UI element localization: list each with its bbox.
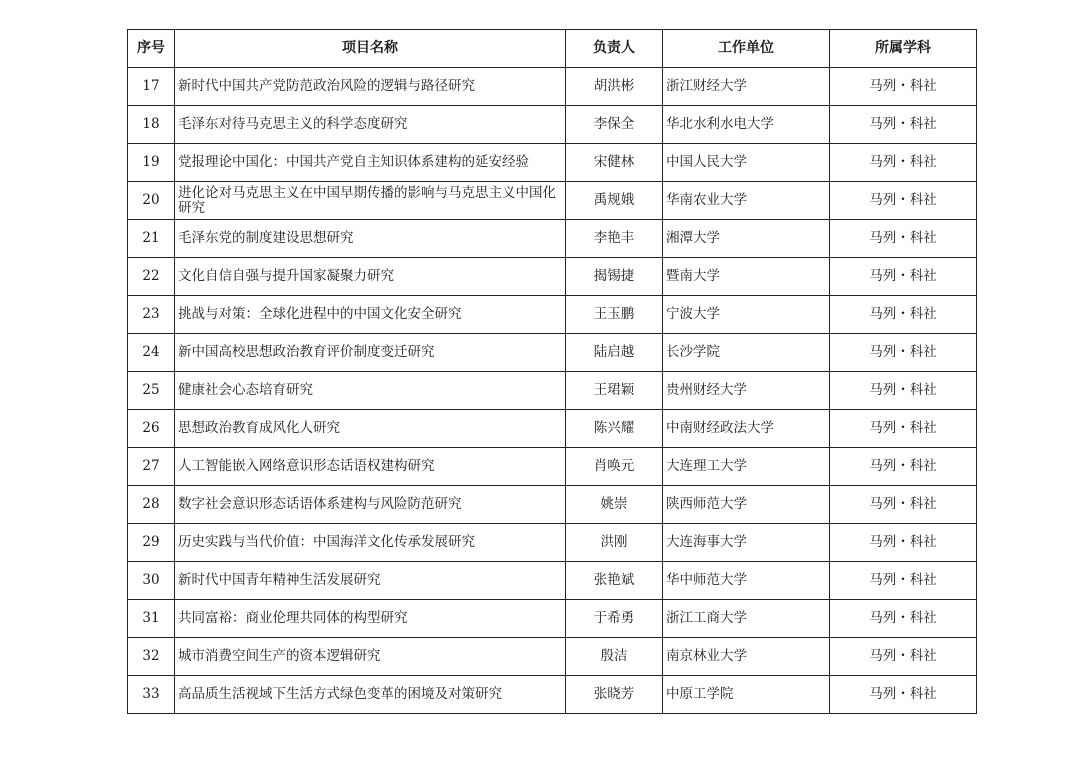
row-title: 进化论对马克思主义在中国早期传播的影响与马克思主义中国化研究 — [175, 182, 566, 220]
row-unit: 南京林业大学 — [663, 638, 830, 676]
row-person: 陈兴耀 — [566, 410, 663, 448]
row-subject: 马列・科社 — [830, 638, 977, 676]
row-unit: 浙江工商大学 — [663, 600, 830, 638]
row-unit: 大连理工大学 — [663, 448, 830, 486]
row-title: 历史实践与当代价值：中国海洋文化传承发展研究 — [175, 524, 566, 562]
row-person: 姚崇 — [566, 486, 663, 524]
table-row — [128, 220, 977, 258]
row-person: 李艳丰 — [566, 220, 663, 258]
table-row — [128, 334, 977, 372]
row-no: 25 — [128, 372, 175, 410]
row-unit: 长沙学院 — [663, 334, 830, 372]
row-person: 陆启越 — [566, 334, 663, 372]
row-person: 禹规娥 — [566, 182, 663, 220]
row-subject: 马列・科社 — [830, 486, 977, 524]
row-person: 王玉鹏 — [566, 296, 663, 334]
row-subject: 马列・科社 — [830, 258, 977, 296]
table-row — [128, 676, 977, 714]
table-row — [128, 182, 977, 220]
row-person: 揭锡捷 — [566, 258, 663, 296]
row-unit: 中南财经政法大学 — [663, 410, 830, 448]
row-subject: 马列・科社 — [830, 524, 977, 562]
header-title: 项目名称 — [175, 30, 566, 68]
table-row — [128, 638, 977, 676]
row-subject: 马列・科社 — [830, 676, 977, 714]
row-unit: 华南农业大学 — [663, 182, 830, 220]
row-unit: 暨南大学 — [663, 258, 830, 296]
row-subject: 马列・科社 — [830, 410, 977, 448]
row-person: 肖唤元 — [566, 448, 663, 486]
row-person: 于希勇 — [566, 600, 663, 638]
row-no: 31 — [128, 600, 175, 638]
row-person: 张晓芳 — [566, 676, 663, 714]
row-title: 共同富裕：商业伦理共同体的构型研究 — [175, 600, 566, 638]
row-no: 27 — [128, 448, 175, 486]
header-no: 序号 — [128, 30, 175, 68]
row-no: 26 — [128, 410, 175, 448]
row-person: 张艳斌 — [566, 562, 663, 600]
row-no: 22 — [128, 258, 175, 296]
header-unit: 工作单位 — [663, 30, 830, 68]
row-person: 李保全 — [566, 106, 663, 144]
row-title: 毛泽东党的制度建设思想研究 — [175, 220, 566, 258]
row-subject: 马列・科社 — [830, 600, 977, 638]
header-subject: 所属学科 — [830, 30, 977, 68]
row-unit: 中国人民大学 — [663, 144, 830, 182]
row-subject: 马列・科社 — [830, 106, 977, 144]
row-unit: 宁波大学 — [663, 296, 830, 334]
table-row — [128, 600, 977, 638]
row-person: 王珺颖 — [566, 372, 663, 410]
row-subject: 马列・科社 — [830, 144, 977, 182]
row-no: 29 — [128, 524, 175, 562]
row-title: 毛泽东对待马克思主义的科学态度研究 — [175, 106, 566, 144]
row-title: 高品质生活视域下生活方式绿色变革的困境及对策研究 — [175, 676, 566, 714]
row-subject: 马列・科社 — [830, 334, 977, 372]
row-no: 28 — [128, 486, 175, 524]
table-row — [128, 144, 977, 182]
row-subject: 马列・科社 — [830, 182, 977, 220]
row-person: 宋健林 — [566, 144, 663, 182]
row-title: 新中国高校思想政治教育评价制度变迁研究 — [175, 334, 566, 372]
row-subject: 马列・科社 — [830, 448, 977, 486]
table-row — [128, 448, 977, 486]
row-person: 殷洁 — [566, 638, 663, 676]
row-unit: 陕西师范大学 — [663, 486, 830, 524]
project-table — [127, 29, 977, 714]
row-unit: 华中师范大学 — [663, 562, 830, 600]
row-title: 思想政治教育成风化人研究 — [175, 410, 566, 448]
row-no: 33 — [128, 676, 175, 714]
row-subject: 马列・科社 — [830, 296, 977, 334]
table-row — [128, 106, 977, 144]
table-row — [128, 524, 977, 562]
row-title: 城市消费空间生产的资本逻辑研究 — [175, 638, 566, 676]
row-subject: 马列・科社 — [830, 68, 977, 106]
table-row — [128, 68, 977, 106]
table-row — [128, 562, 977, 600]
row-subject: 马列・科社 — [830, 562, 977, 600]
row-no: 23 — [128, 296, 175, 334]
row-title: 党报理论中国化：中国共产党自主知识体系建构的延安经验 — [175, 144, 566, 182]
row-unit: 贵州财经大学 — [663, 372, 830, 410]
row-no: 19 — [128, 144, 175, 182]
table-body — [128, 68, 977, 714]
table-row — [128, 410, 977, 448]
row-unit: 湘潭大学 — [663, 220, 830, 258]
row-title: 挑战与对策：全球化进程中的中国文化安全研究 — [175, 296, 566, 334]
row-title: 文化自信自强与提升国家凝聚力研究 — [175, 258, 566, 296]
row-no: 18 — [128, 106, 175, 144]
row-no: 30 — [128, 562, 175, 600]
row-title: 新时代中国共产党防范政治风险的逻辑与路径研究 — [175, 68, 566, 106]
table-row — [128, 296, 977, 334]
row-person: 洪刚 — [566, 524, 663, 562]
header-person: 负责人 — [566, 30, 663, 68]
row-title: 人工智能嵌入网络意识形态话语权建构研究 — [175, 448, 566, 486]
row-subject: 马列・科社 — [830, 220, 977, 258]
row-title: 数字社会意识形态话语体系建构与风险防范研究 — [175, 486, 566, 524]
row-no: 21 — [128, 220, 175, 258]
row-unit: 华北水利水电大学 — [663, 106, 830, 144]
table-row — [128, 258, 977, 296]
table-header-row — [128, 30, 977, 68]
row-unit: 浙江财经大学 — [663, 68, 830, 106]
row-title: 健康社会心态培育研究 — [175, 372, 566, 410]
row-unit: 大连海事大学 — [663, 524, 830, 562]
row-no: 17 — [128, 68, 175, 106]
table-row — [128, 372, 977, 410]
row-title: 新时代中国青年精神生活发展研究 — [175, 562, 566, 600]
row-no: 20 — [128, 182, 175, 220]
row-person: 胡洪彬 — [566, 68, 663, 106]
table-row — [128, 486, 977, 524]
row-no: 32 — [128, 638, 175, 676]
row-no: 24 — [128, 334, 175, 372]
row-subject: 马列・科社 — [830, 372, 977, 410]
row-unit: 中原工学院 — [663, 676, 830, 714]
